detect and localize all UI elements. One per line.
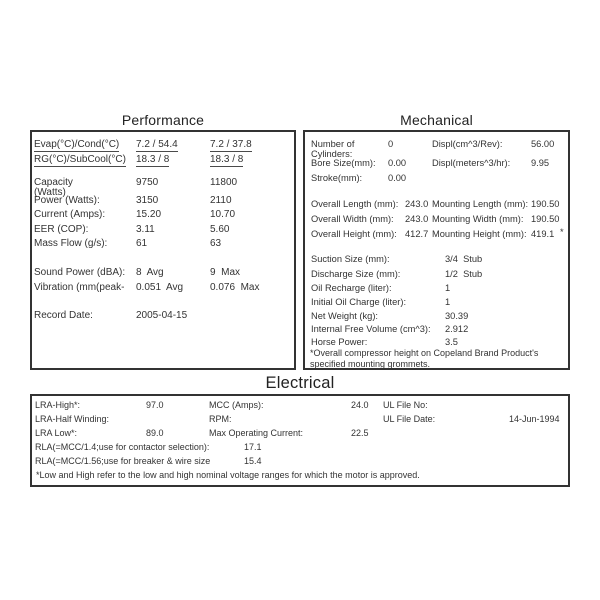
mech-row-height [305,229,568,241]
mech-row-net-weight [305,311,568,323]
power-value-1: 3150 [136,195,159,206]
discharge-size-value: 1/2 Stub [445,269,483,279]
perf-row-conditions-1 [32,139,294,151]
mech-row-free-volume [305,324,568,336]
performance-table [30,130,296,370]
row-label: Net Weight (kg): [311,311,378,321]
row-label: RLA(=MCC/1.56;use for breaker & wire size [35,456,211,466]
condition1-value: 7.2 / 54.4 [136,139,178,150]
row-label: LRA Low*: [35,428,78,438]
row-label: Power (Watts): [34,195,100,206]
elec-row-4 [32,442,568,454]
row-label-b: Displ(meters^3/hr): [432,158,511,168]
perf-row-record-date [32,310,294,322]
mass-flow-value-1: 61 [136,238,148,249]
current-value-1: 15.20 [136,209,162,220]
perf-row-vibration [32,282,294,294]
mounting-length-value: 190.50 [531,199,560,209]
sound-avg-value: 8 Avg [136,267,164,278]
perf-row-mass-flow [32,238,294,250]
initial-oil-value: 1 [445,297,451,307]
displacement-rev-value: 56.00 [531,139,555,149]
row-label: Oil Recharge (liter): [311,283,392,293]
perf-row-power [32,195,294,207]
overall-height-value: 412.7 [405,229,429,239]
row-label: RLA(=MCC/1.4;use for contactor selection): [35,442,210,452]
elec-row-3 [32,428,568,440]
row-label-b: Mounting Width (mm): [432,214,524,224]
electrical-title: Electrical [265,374,335,392]
mechanical-table [303,130,570,370]
suction-size-value: 3/4 Stub [445,254,483,264]
row-label: Evap(°C)/Cond(°C) [34,139,120,150]
capacity-value-1: 9750 [136,177,159,188]
horse-power-value: 3.5 [445,337,458,347]
lra-low-value: 89.0 [146,428,164,438]
oil-recharge-value: 1 [445,283,451,293]
row-label: Internal Free Volume (cm^3): [311,324,431,334]
record-date-value: 2005-04-15 [136,310,188,321]
row-label-b: Mounting Height (mm): [432,229,527,239]
perf-row-sound-power [32,267,294,279]
mech-row-initial-oil [305,297,568,309]
mech-row-length [305,199,568,211]
mech-row-width [305,214,568,226]
performance-title: Performance [121,112,205,128]
mechanical-title: Mechanical [400,112,473,128]
row-label: Vibration (mm(peak- [34,282,125,293]
free-volume-value: 2.912 [445,324,469,334]
net-weight-value: 30.39 [445,311,469,321]
row-label: Mass Flow (g/s): [34,238,108,249]
overall-length-value: 243.0 [405,199,429,209]
mounting-height-value: 419.1 [531,229,555,239]
max-operating-current-label: Max Operating Current: [209,428,304,438]
power-value-2: 2110 [210,195,232,206]
row-label-b: Displ(cm^3/Rev): [432,139,503,149]
row-label: Number of [311,139,355,149]
max-operating-current-value: 22.5 [351,428,369,438]
mech-row-discharge [305,269,568,281]
row-label: Horse Power: [311,337,368,347]
stroke-value: 0.00 [388,173,407,183]
mech-row-suction [305,254,568,266]
mech-row-oil-recharge [305,283,568,295]
row-label: EER (COP): [34,224,89,235]
lra-high-value: 97.0 [146,400,164,410]
row-label: LRA-High*: [35,400,81,410]
row-label: Stroke(mm): [311,173,363,183]
row-label: LRA-Half Winding: [35,414,110,424]
row-label: Overall Width (mm): [311,214,394,224]
eer-value-2: 5.60 [210,224,230,235]
row-label: Initial Oil Charge (liter): [311,297,407,307]
rla-breaker-value: 15.4 [244,456,262,466]
perf-row-eer [32,224,294,236]
displacement-hr-value: 9.95 [531,158,550,168]
eer-value-1: 3.11 [136,224,155,235]
overall-width-value: 243.0 [405,214,429,224]
electrical-footnote: *Low and High refer to the low and high nominal voltage ranges for which the motor is approved. [36,470,420,480]
row-label: Suction Size (mm): [311,254,390,264]
ul-file-no-label: UL File No: [383,400,428,410]
mech-row-bore-displ [305,158,568,170]
row-label: Overall Height (mm): [311,229,397,239]
row-label: Bore Size(mm): [311,158,376,168]
row-label: Sound Power (dBA): [34,267,126,278]
row-label: Capacity [34,177,73,188]
footnote-asterisk: * [560,227,564,237]
electrical-table [30,394,570,487]
mechanical-footnote: *Overall compressor height on Copeland Brand Product's specified mounting grommets. [310,348,539,369]
vibration-avg-value: 0.051 Avg [136,282,184,293]
row-label-b: Mounting Length (mm): [432,199,529,209]
condition2-value: 18.3 / 8 [210,154,244,165]
rla-contactor-value: 17.1 [244,442,262,452]
mech-row-stroke [305,173,568,185]
perf-row-conditions-2 [32,154,294,166]
condition1-value: 18.3 / 8 [136,154,170,165]
vibration-max-value: 0.076 Max [210,282,260,293]
sound-max-value: 9 Max [210,267,241,278]
mcc-value: 24.0 [351,400,369,410]
row-label: Discharge Size (mm): [311,269,401,279]
perf-row-current [32,209,294,221]
elec-row-5 [32,456,568,468]
mass-flow-value-2: 63 [210,238,222,249]
row-label: Overall Length (mm): [311,199,399,209]
row-label-unit: (Watts) [34,187,66,198]
mcc-label: MCC (Amps): [209,400,264,410]
row-label: Current (Amps): [34,209,106,220]
current-value-2: 10.70 [210,209,236,220]
bore-size-value: 0.00 [388,158,407,168]
cylinders-value: 0 [388,139,394,149]
capacity-value-2: 11800 [210,177,238,188]
rpm-label: RPM: [209,414,232,424]
condition2-value: 7.2 / 37.8 [210,139,252,150]
row-label-line2: Cylinders: [311,149,353,159]
elec-row-2 [32,414,568,426]
row-label: RG(°C)/SubCool(°C) [34,154,126,165]
row-label: Record Date: [34,310,93,321]
ul-file-date-value: 14-Jun-1994 [509,414,560,424]
elec-row-1 [32,400,568,412]
mounting-width-value: 190.50 [531,214,560,224]
ul-file-date-label: UL File Date: [383,414,436,424]
